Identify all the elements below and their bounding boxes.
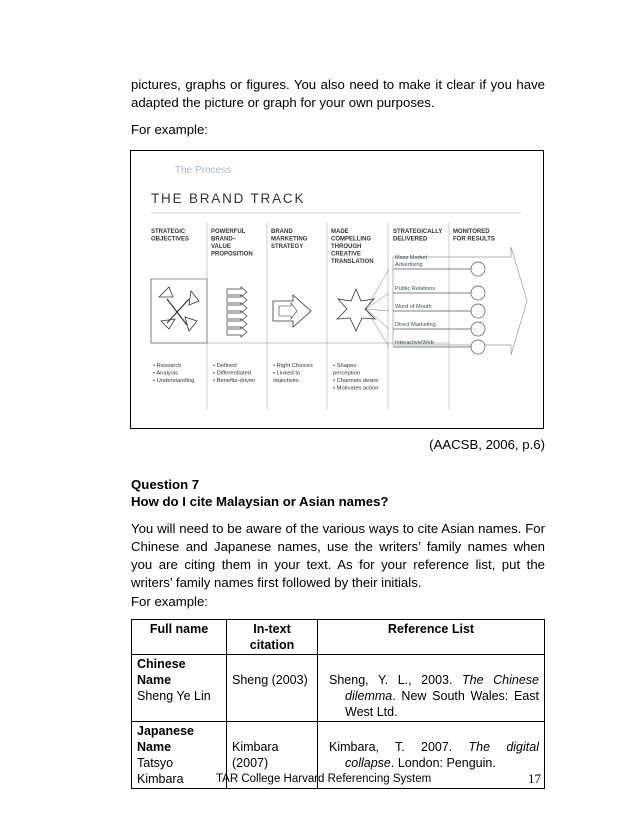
bullet-item: • Differentiated xyxy=(213,370,252,377)
column-label: BRAND xyxy=(271,229,293,235)
reference-suffix: . New South Wales: East West Ltd. xyxy=(345,689,539,719)
page-number: 17 xyxy=(528,771,541,786)
reference-cell xyxy=(318,655,545,722)
column-label: MONITORED xyxy=(453,229,490,235)
swirl-arrows xyxy=(159,287,199,331)
brand-track-diagram xyxy=(131,151,543,428)
full-name: Sheng Ye Lin xyxy=(137,689,211,703)
value-chevron xyxy=(227,319,247,329)
in-text-citation: Kimbara (2007) xyxy=(227,722,318,789)
bullet-item: • Analysis xyxy=(153,370,178,377)
reference-suffix: . London: Penguin. xyxy=(390,756,496,770)
footer-text: TAR College Harvard Referencing System xyxy=(216,773,432,785)
channel-circle xyxy=(471,304,485,318)
channel-connector xyxy=(366,269,389,309)
column-label: THROUGH xyxy=(331,244,362,250)
column-label: TRANSLATION xyxy=(331,259,374,265)
reference-prefix: Kimbara, T. 2007. xyxy=(329,740,453,754)
column-label: VALUE xyxy=(211,244,231,250)
reference-title: The Chinese dilemma xyxy=(345,673,539,703)
column-label: FOR RESULTS xyxy=(453,236,495,243)
bullet-item: objectives xyxy=(273,378,299,384)
column-label: COMPELLING xyxy=(331,236,371,243)
channel-label: Word of Mouth xyxy=(395,304,432,310)
bullet-item: • Channels desire xyxy=(333,378,379,384)
bullet-item: • Defined xyxy=(213,363,237,369)
delivery-channels xyxy=(366,255,485,354)
channel-circle xyxy=(471,262,485,276)
reference-prefix: Sheng, Y. L., 2003. xyxy=(329,673,453,687)
column-label: OBJECTIVES xyxy=(151,236,190,243)
channel-circle xyxy=(471,322,485,336)
brand-track-figure xyxy=(130,150,544,429)
full-name: Tatsyo Kimbara xyxy=(137,756,184,786)
in-text-citation: Sheng (2003) xyxy=(227,655,318,722)
column-label: MARKETING xyxy=(271,236,308,243)
header-reference-list: Reference List xyxy=(318,620,545,655)
figure-citation: (AACSB, 2006, p.6) xyxy=(429,437,545,452)
bullet-item: • Motivates action xyxy=(333,385,379,392)
bullet-lists xyxy=(153,363,379,392)
group-label: Japanese Name xyxy=(137,724,194,754)
value-chevron xyxy=(227,287,247,297)
group-label: Chinese Name xyxy=(137,657,186,687)
reference-title: The digital collapse xyxy=(345,740,539,770)
bullet-item: • Linked to xyxy=(273,370,301,377)
value-chevron xyxy=(227,303,247,313)
bullet-item: • Shapes xyxy=(333,363,357,369)
column-label: STRATEGY xyxy=(271,244,304,250)
intro-paragraph: pictures, graphs or figures. You also need to make it clear if you have adapted the picture or graph for your own purposes. xyxy=(131,77,545,110)
for-example-label-2: For example: xyxy=(131,594,208,609)
channel-connector xyxy=(366,309,389,329)
question-body: You will need to be aware of the various ways to cite Asian names. For Chinese and Japanese names, use the writers’ family names when you are citing them in your text. As for your reference list, put the writers’ family names first followed by their initials. xyxy=(131,521,545,590)
channel-circle xyxy=(471,286,485,300)
question-number: Question 7 xyxy=(131,477,200,492)
channel-circle xyxy=(471,340,485,354)
column-label: BRAND– xyxy=(211,236,237,243)
header-in-text: In-text citation xyxy=(227,620,318,655)
channel-label: Direct Marketing xyxy=(395,322,436,328)
bullet-item: • Right Choices xyxy=(273,363,313,369)
column-labels xyxy=(151,229,495,265)
value-chevron xyxy=(227,327,247,337)
table-row xyxy=(132,655,545,722)
for-example-label: For example: xyxy=(131,122,208,137)
names-table xyxy=(131,619,545,789)
name-cell xyxy=(132,722,227,789)
channel-connector xyxy=(366,309,389,311)
channel-connector xyxy=(366,309,389,347)
starburst xyxy=(337,289,375,331)
channel-label: Advertising xyxy=(395,262,423,268)
channel-label: Mass Market xyxy=(395,255,428,261)
bullet-item: • Benefits-driven xyxy=(213,378,256,384)
channel-label: Interactive/Web xyxy=(395,340,434,346)
column-label: PROPOSITION xyxy=(211,251,253,258)
value-chevron xyxy=(227,295,247,305)
figure-overlay-caption: The Process xyxy=(175,165,232,176)
value-chevron xyxy=(227,311,247,321)
bullet-item: • Research xyxy=(153,363,182,369)
column-label: STRATEGIC xyxy=(151,229,186,235)
bullet-item: • Understanding xyxy=(153,378,195,384)
bullet-item: perception xyxy=(333,370,361,377)
column-label: STRATEGICALLY xyxy=(393,229,443,235)
column-label: DELIVERED xyxy=(393,236,428,243)
header-full-name: Full name xyxy=(132,620,227,655)
channel-label: Public Relations xyxy=(395,286,436,292)
column-label: CREATIVE xyxy=(331,251,361,258)
process-box xyxy=(151,279,207,343)
question-title: How do I cite Malaysian or Asian names? xyxy=(131,494,389,509)
name-cell xyxy=(132,655,227,722)
column-label: MADE xyxy=(331,229,349,235)
column-label: POWERFUL xyxy=(211,229,246,235)
figure-title: THE BRAND TRACK xyxy=(151,191,306,206)
table-header-row xyxy=(132,620,545,655)
